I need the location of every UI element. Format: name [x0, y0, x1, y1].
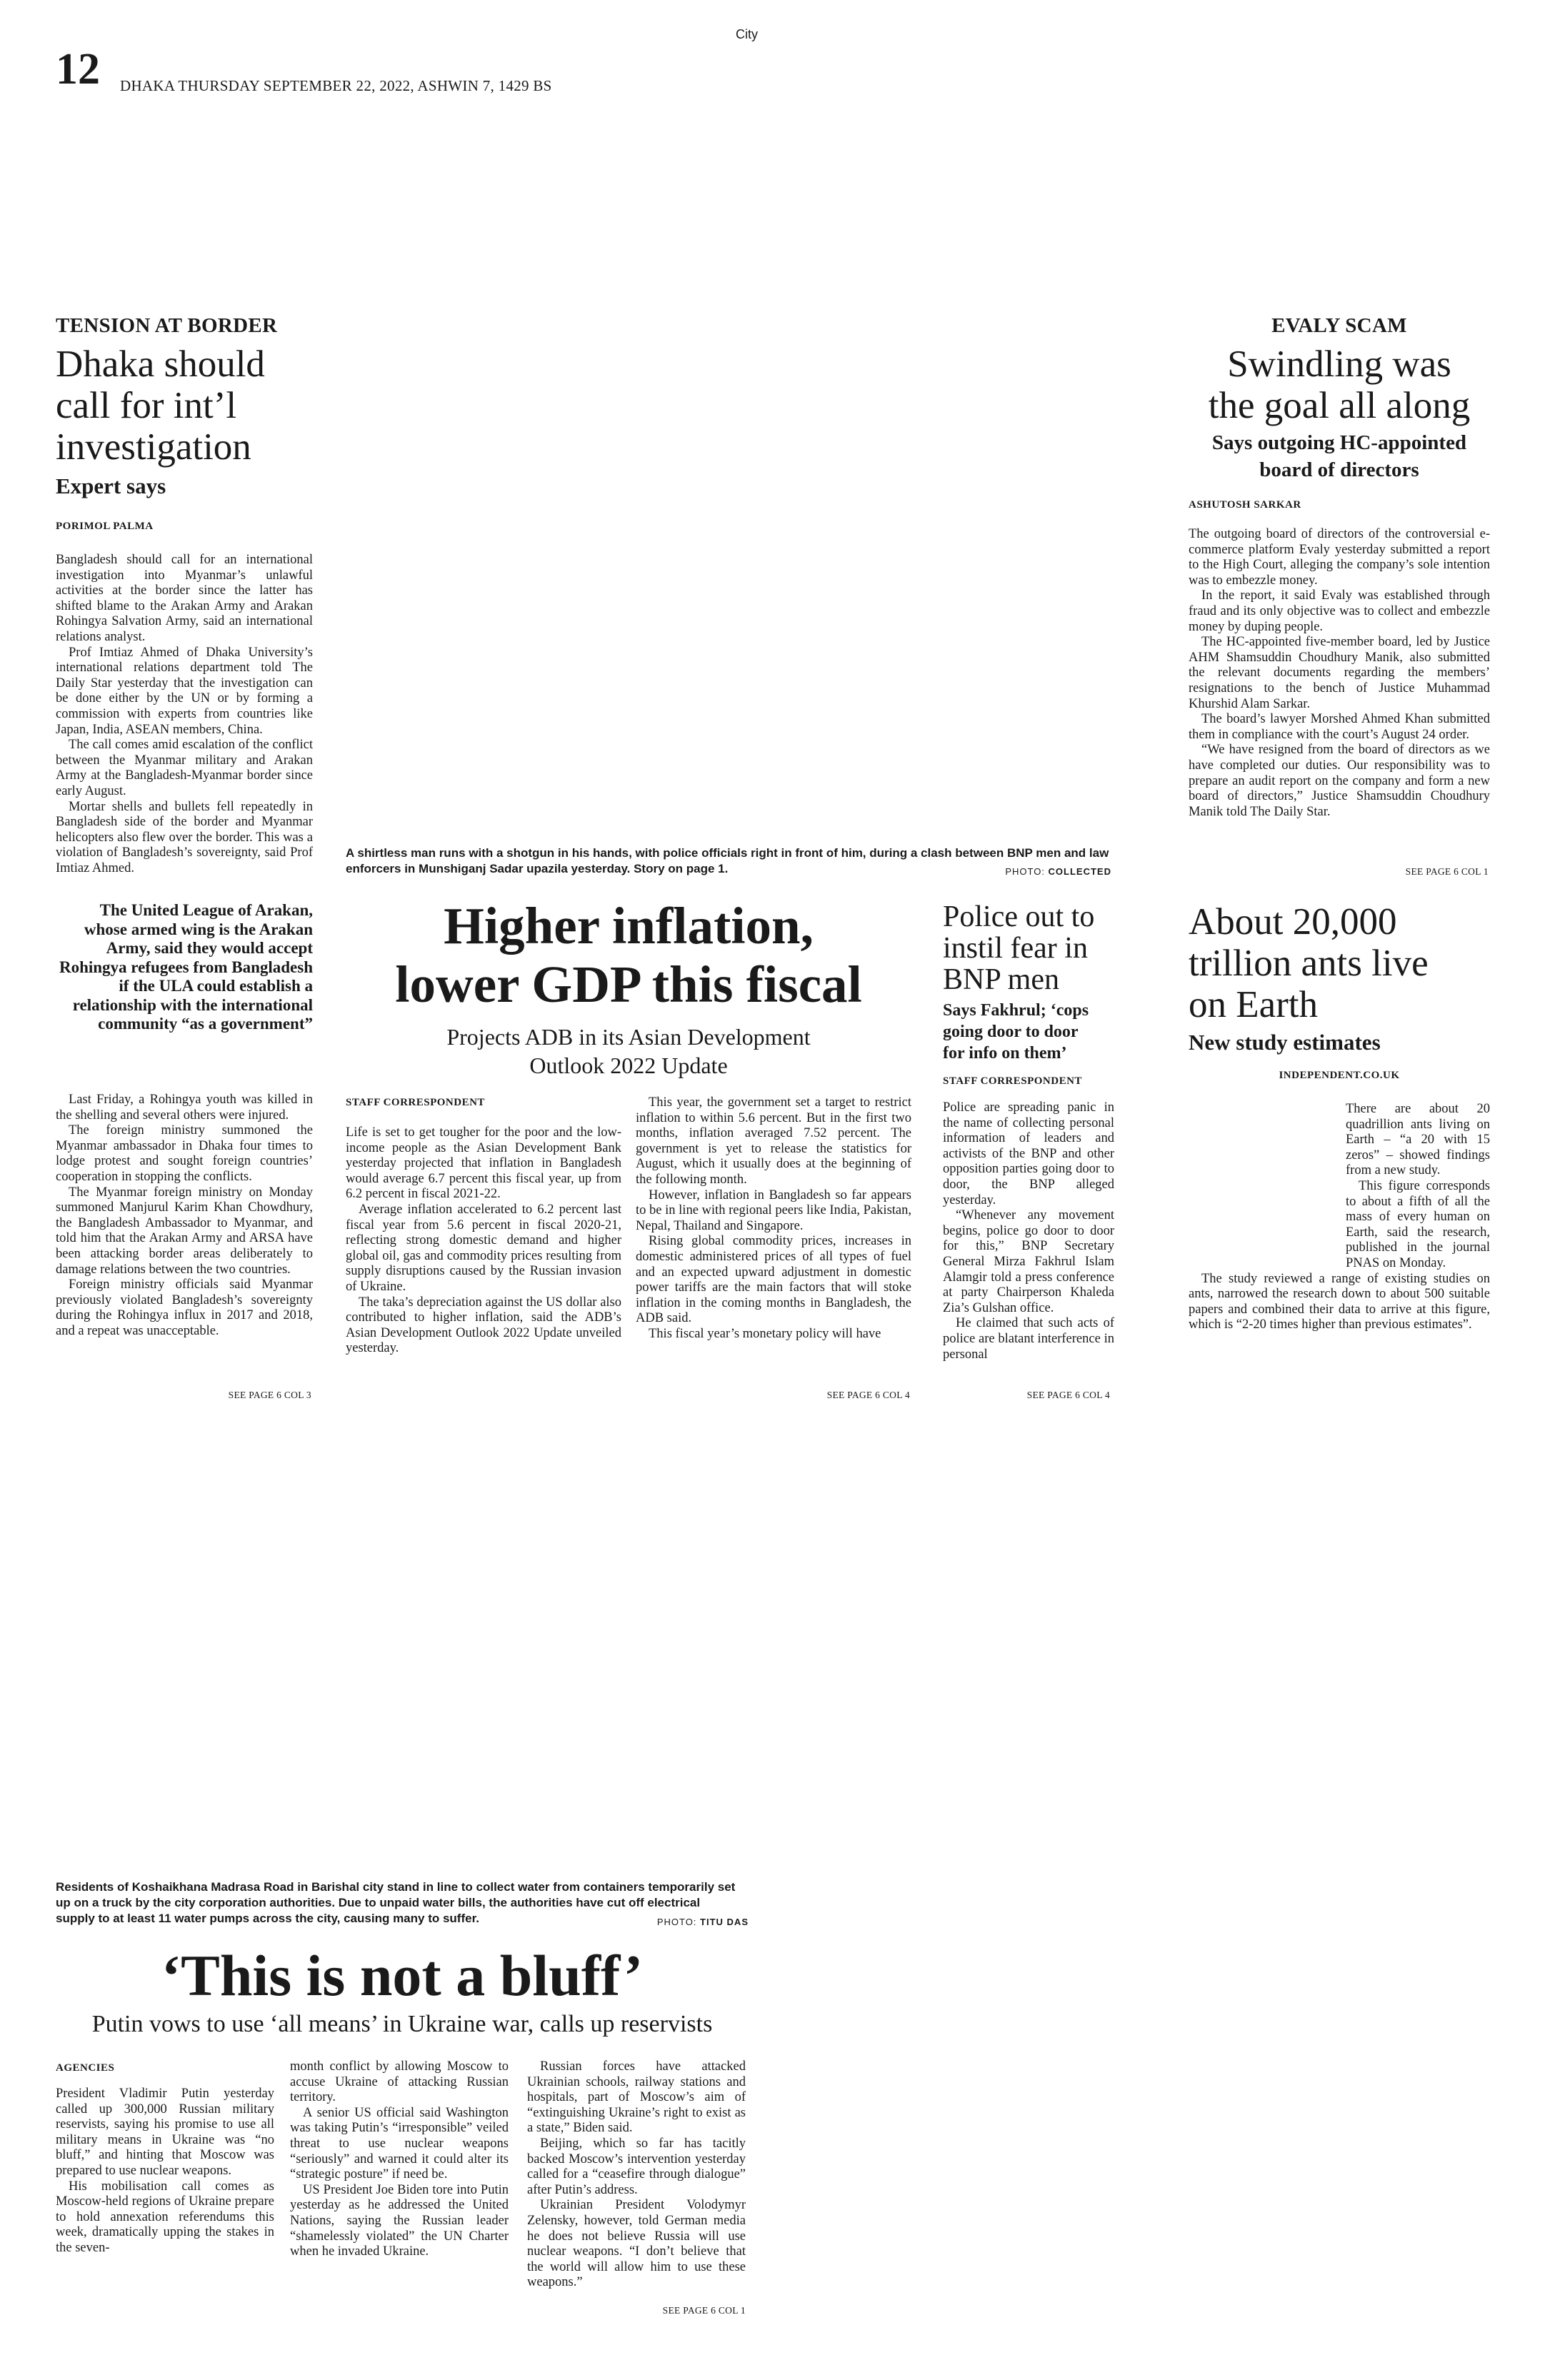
pullquote: The United League of Arakan, whose armed wing is the Arakan Army, said they would accept Rohingya refugees from Bangladesh if the ULA could establish a relationship with the international community “as a government” [59, 901, 313, 1033]
inflation-col-2 [636, 1095, 911, 1342]
story-deck: Expert says [56, 473, 166, 498]
headline-line: Swindling was [1227, 343, 1451, 385]
paragraph: The taka’s depreciation against the US dollar also contributed to higher inflation, said the ADB’s Asian Development Outlook 2022 Update unveiled yesterday. [346, 1295, 621, 1356]
paragraph: “Whenever any movement begins, police go door to door for this,” BNP Secretary General Mirza Fakhrul Islam Alamgir told a press conference at party Chairperson Khaleda Zia’s Gulshan office. [943, 1208, 1114, 1315]
paragraph: The HC-appointed five-member board, led by Justice AHM Shamsuddin Choudhury Manik, also submitted the relevant documents regarding the members’ resignations to the bench of Justice Muhammad Khurshid Alam Sarkar. [1189, 635, 1490, 711]
paragraph: President Vladimir Putin yesterday called up 300,000 Russian military reservists, saying his promise to use all military means in Ukraine was “no bluff,” and hinting that Moscow was prepared to use nuclear weapons. [56, 2087, 274, 2178]
paragraph: The Myanmar foreign ministry on Monday summoned Manjurul Karim Khan Chowdhury, the Bangladesh Ambassador to Myanmar, and told him that the Arakan Army and ARSA have been attacking border areas deliberately to damage relations between the two countries. [56, 1185, 313, 1277]
story-byline: ASHUTOSH SARKAR [1189, 499, 1301, 511]
evaly-story [1189, 314, 1490, 820]
paragraph: His mobilisation call comes as Moscow-held regions of Ukraine prepare to hold annexation referendums this week, dramatically upping the stakes in the seven- [56, 2179, 274, 2255]
headline-line: Dhaka should [56, 343, 265, 385]
paragraph: The call comes amid escalation of the conflict between the Myanmar military and Arakan Army at the Bangladesh-Myanmar border since early August. [56, 738, 313, 798]
story-deck [1189, 429, 1490, 483]
story-body [943, 1100, 1114, 1362]
headline-line: investigation [56, 426, 251, 468]
story-body [1189, 527, 1490, 820]
headline-line: call for int’l [56, 385, 237, 426]
bluff-deck: Putin vows to use ‘all means’ in Ukraine war, calls up reservists [91, 2011, 713, 2037]
see-page-link[interactable]: SEE PAGE 6 COL 1 [1405, 866, 1489, 877]
paragraph: This year, the government set a target to restrict inflation to within 5.6 percent. But in the first two months, inflation averaged 7.52 percent. The government is yet to release the statistics for August, which it usually does at the beginning of the following month. [636, 1095, 911, 1187]
story-kicker: TENSION AT BORDER [56, 314, 278, 337]
photo-credit-name: TITU DAS [700, 1917, 749, 1927]
page-number: 12 [56, 45, 100, 94]
story-byline: INDEPENDENT.CO.UK [1279, 1070, 1400, 1081]
paragraph: Bangladesh should call for an international investigation into Myanmar’s unlawful activities at the border since the latter has shifted blame to the Arakan Army and Arakan Rohingya Salvation Army, said an international relations analyst. [56, 553, 313, 644]
paragraph: Beijing, which so far has tacitly backed Moscow’s intervention yesterday called for a “ceasefire through dialogue” after Putin’s address. [527, 2136, 746, 2197]
top-photo [346, 307, 1110, 835]
paragraph: The foreign ministry summoned the Myanmar ambassador in Dhaka four times to lodge protest and sought foreign countries’ cooperation in stopping the conflicts. [56, 1123, 313, 1184]
story-byline: PORIMOL PALMA [56, 521, 154, 532]
paragraph: US President Joe Biden tore into Putin yesterday as he addressed the United Nations, saying the Russian leader “shamelessly violated” the UN Charter when he invaded Ukraine. [290, 2182, 509, 2259]
headline-line: lower GDP this fiscal [395, 955, 862, 1013]
paragraph: Foreign ministry officials said Myanmar previously violated Bangladesh’s sovereignty during the Rohingya influx in 2017 and 2018, and a repeat was unacceptable. [56, 1277, 313, 1338]
paragraph: Average inflation accelerated to 6.2 percent last fiscal year from 5.6 percent in fiscal 2020-21, reflecting strong domestic demand and higher global oil, gas and commodity prices resulting from supply disruptions caused by the Russian invasion of Ukraine. [346, 1202, 621, 1294]
bluff-headline: ‘This is not a bluff’ [161, 1943, 644, 2008]
story-headline [943, 901, 1114, 995]
paragraph: Last Friday, a Rohingya youth was killed in the shelling and several others were injured. [56, 1093, 313, 1123]
paragraph: The board’s lawyer Morshed Ahmed Khan submitted them in compliance with the court’s August 24 order. [1189, 712, 1490, 742]
photo-credit-label: PHOTO: [1005, 866, 1045, 877]
see-page-link[interactable]: SEE PAGE 6 COL 4 [826, 1390, 910, 1400]
bluff-col-2 [290, 2059, 509, 2260]
section-label: City [736, 27, 758, 41]
border-story [56, 314, 313, 876]
deck-line: Says outgoing HC-appointed [1211, 431, 1467, 454]
paragraph: There are about 20 quadrillion ants living on Earth – “a 20 with 15 zeros” – showed findings from a new study. [1346, 1102, 1490, 1178]
paragraph: Life is set to get tougher for the poor and the low-income people as the Asian Development Bank yesterday projected that inflation in Bangladesh would average 6.7 percent this fiscal year, up from 6.2 percent in fiscal 2021-22. [346, 1125, 621, 1202]
paragraph: Police are spreading panic in the name of collecting personal information of leaders and activists of the BNP and other opposition parties going door to door, the BNP alleged yesterday. [943, 1100, 1114, 1207]
paragraph: Prof Imtiaz Ahmed of Dhaka University’s international relations department told The Daily Star yesterday that the investigation can be done either by the UN or by forming a commission with experts from countries like Japan, India, ASEAN members, China. [56, 645, 313, 737]
photo-credit-label: PHOTO: [656, 1917, 697, 1927]
paragraph: “We have resigned from the board of directors as we have completed our duties. Our responsibility was to prepare an audit report on the company and form a new board of directors,” Justice Shamsuddin Choudhury Manik told The Daily Star. [1189, 743, 1490, 819]
deck-line: Says Fakhrul; ‘cops [943, 1001, 1089, 1020]
paragraph: Mortar shells and bullets fell repeatedly in Bangladesh side of the border and Myanmar helicopters also flew over the border. This was a violation of Bangladesh’s sovereignty, said Prof Imtiaz Ahmed. [56, 799, 313, 875]
deck-line: board of directors [1259, 458, 1419, 481]
story-headline [56, 343, 313, 468]
story-body [56, 553, 313, 876]
headline-line: the goal all along [1208, 385, 1471, 426]
story-kicker: EVALY SCAM [1271, 314, 1407, 337]
paragraph: In the report, it said Evaly was established through fraud and its only objective was to collect and embezzle money by duping people. [1189, 588, 1490, 634]
see-page-link[interactable]: SEE PAGE 6 COL 1 [662, 2305, 746, 2316]
inflation-col-1 [346, 1125, 621, 1357]
photo-credit [929, 866, 1111, 877]
headline-line: trillion ants live [1189, 943, 1429, 984]
bottom-photo [56, 1442, 756, 1871]
story-deck [943, 1000, 1114, 1064]
deck-line: going door to door [943, 1023, 1079, 1041]
story-byline: STAFF CORRESPONDENT [346, 1097, 485, 1108]
see-page-link[interactable]: SEE PAGE 6 COL 3 [228, 1390, 311, 1400]
deck-line: for info on them’ [943, 1044, 1067, 1063]
paragraph: This fiscal year’s monetary policy will have [649, 1326, 881, 1341]
story-headline [1189, 343, 1490, 426]
headline-line: instil fear in [943, 932, 1088, 965]
border-story-continued [56, 1093, 313, 1340]
inflation-deck [343, 1023, 914, 1080]
deck-line: Projects ADB in its Asian Development [446, 1024, 811, 1050]
headline-line: Police out to [943, 900, 1095, 933]
photo-caption: Residents of Koshaikhana Madrasa Road in Barishal city stand in line to collect water from containers temporarily set up on a truck by the city corporation authorities. Due to unpaid water bills, the authorities have cut off electrical supply to at least 11 water pumps across the city, causing many to suffer. [56, 1880, 736, 1925]
paragraph: However, inflation in Bangladesh so far appears to be in line with regional peers like India, Pakistan, Nepal, Thailand and Singapore. [636, 1188, 911, 1233]
photo-credit [571, 1917, 749, 1927]
story-deck: New study estimates [1189, 1030, 1381, 1055]
paragraph: This figure corresponds to about a fifth of all the mass of every human on Earth, said the research, published in the journal PNAS on Monday. [1346, 1178, 1490, 1270]
photo-credit-name: COLLECTED [1048, 866, 1111, 877]
paragraph: Ukrainian President Volodymyr Zelensky, however, told German media he does not believe Russia will use nuclear weapons. “I don’t believe that the world will allow him to use these weapons.” [527, 2198, 746, 2290]
inflation-headline [343, 897, 914, 1014]
paragraph: A senior US official said Washington was taking Putin’s “irresponsible” veiled threat to use nuclear weapons “seriously” and warned it could alter its “strategic posture” if need be. [290, 2105, 509, 2182]
paragraph: Russian forces have attacked Ukrainian schools, railway stations and hospitals, part of Moscow’s aim of “extinguishing Ukraine’s right to exist as a state,” Biden said. [527, 2059, 746, 2136]
paragraph: The study reviewed a range of existing studies on ants, narrowed the research down to about 500 suitable papers and combined their data to arrive at this figure, which is “2-20 times higher than previous estimates”. [1189, 1271, 1490, 1332]
paragraph: The outgoing board of directors of the controversial e-commerce platform Evaly yesterday submitted a report to the High Court, alleging the company’s sole intention was to embezzle money. [1189, 527, 1490, 588]
dateline: DHAKA THURSDAY SEPTEMBER 22, 2022, ASHWIN 7, 1429 BS [120, 77, 552, 94]
headline-line: Higher inflation, [444, 897, 814, 955]
photo-caption: A shirtless man runs with a shotgun in his hands, with police officials right in front of him, during a clash between BNP men and law enforcers in Munshiganj Sadar upazila yesterday. Story on page 1. [346, 846, 1109, 875]
headline-line: BNP men [943, 963, 1059, 996]
story-body [1189, 1102, 1490, 1333]
bluff-col-3 [527, 2059, 746, 2291]
paragraph: month conflict by allowing Moscow to accuse Ukraine of attacking Russian territory. [290, 2059, 509, 2105]
headline-line: About 20,000 [1189, 901, 1397, 943]
ants-story [1189, 901, 1490, 1333]
paragraph: He claimed that such acts of police are blatant interference in personal [943, 1316, 1114, 1362]
paragraph: Rising global commodity prices, increases in domestic administered prices of all types of fuel and an expected upward adjustment in domestic power tariffs are the main factors that will stoke inflation in the coming months in Bangladesh, the ADB said. [636, 1234, 911, 1326]
story-headline [1189, 901, 1490, 1025]
bluff-col-1 [56, 2087, 274, 2256]
deck-line: Outlook 2022 Update [529, 1053, 728, 1078]
see-page-link[interactable]: SEE PAGE 6 COL 4 [1026, 1390, 1110, 1400]
story-byline: STAFF CORRESPONDENT [943, 1075, 1082, 1087]
story-byline: AGENCIES [56, 2062, 115, 2074]
police-story [943, 901, 1114, 1362]
headline-line: on Earth [1189, 984, 1319, 1025]
